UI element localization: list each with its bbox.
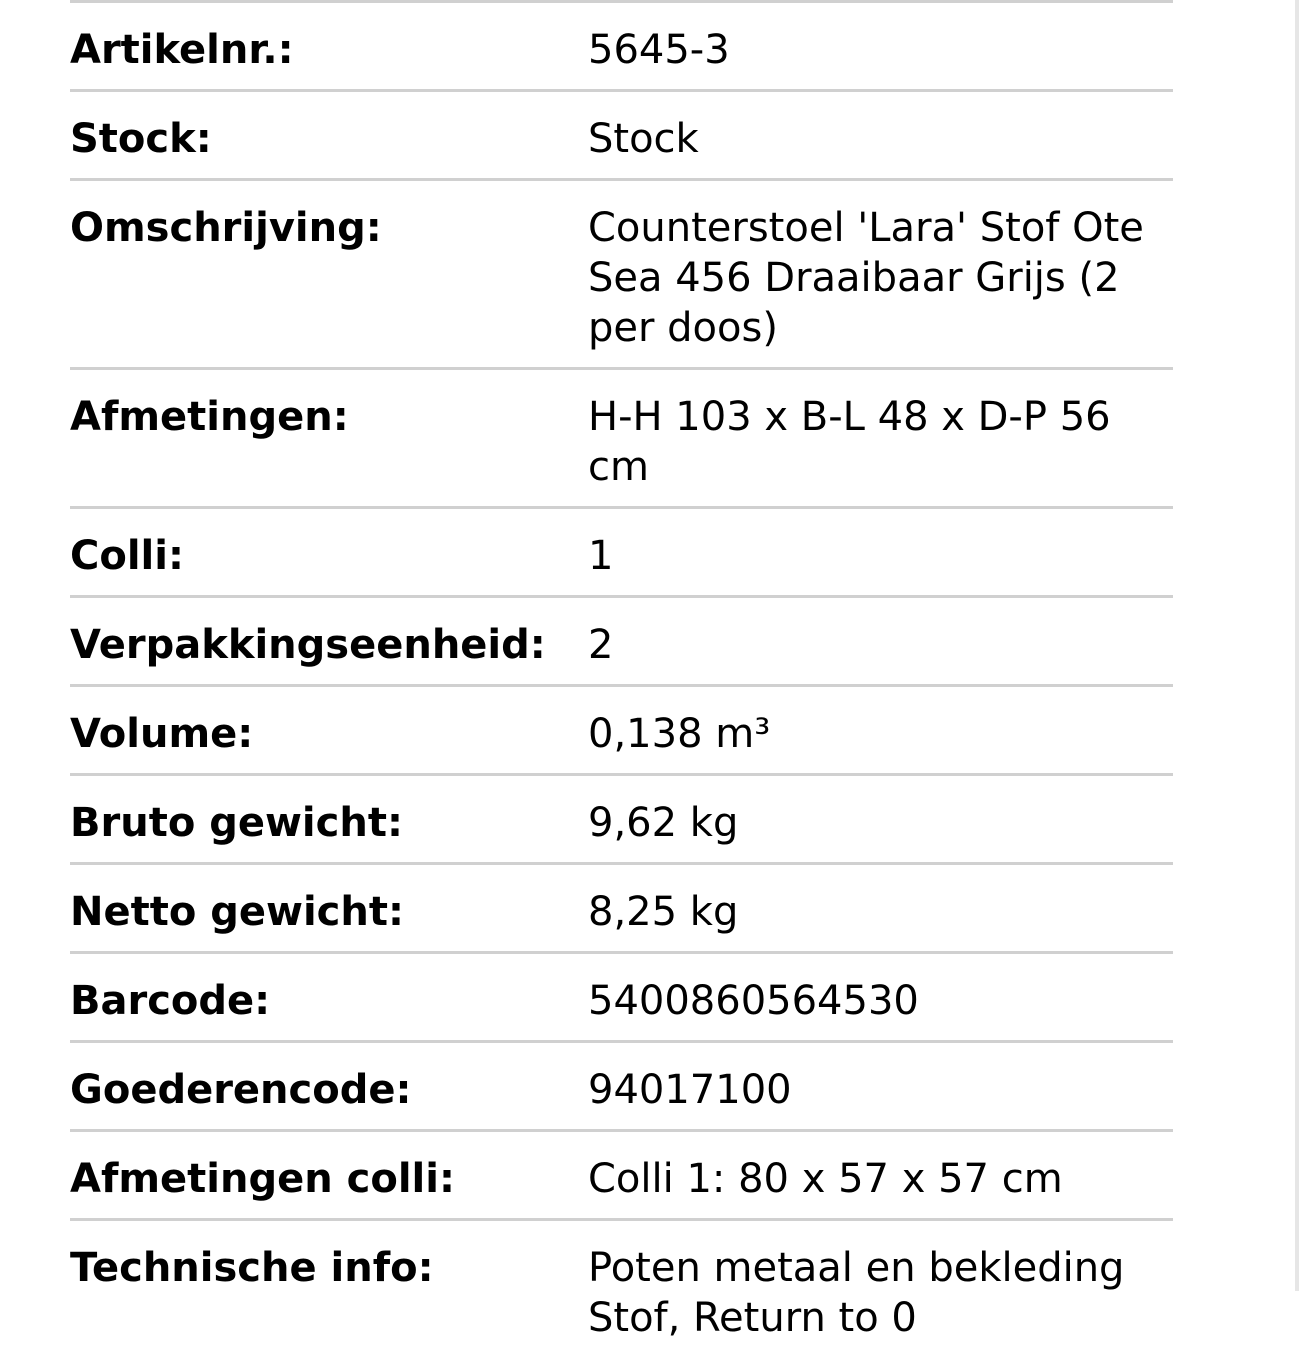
spec-row-verpakkingseenheid xyxy=(70,598,1173,687)
spec-row-goederencode xyxy=(70,1043,1173,1132)
spec-label: Artikelnr.: xyxy=(70,27,294,73)
spec-value: Counterstoel 'Lara' Stof Ote Sea 456 Draaibaar Grijs (2 per doos) xyxy=(588,205,1144,351)
spec-value: 5400860564530 xyxy=(588,978,919,1024)
spec-label: Afmetingen colli: xyxy=(70,1156,455,1202)
spec-label: Bruto gewicht: xyxy=(70,800,403,846)
scrollbar-track[interactable] xyxy=(1295,0,1299,1291)
spec-value: 0,138 m³ xyxy=(588,711,771,757)
spec-row-volume xyxy=(70,687,1173,776)
spec-row-colli xyxy=(70,509,1173,598)
spec-value: 9,62 kg xyxy=(588,800,739,846)
spec-label: Technische info: xyxy=(70,1245,434,1291)
spec-value: Stock xyxy=(588,116,699,162)
spec-row-bruto-gewicht xyxy=(70,776,1173,865)
spec-row-technische-info xyxy=(70,1221,1173,1357)
spec-label: Afmetingen: xyxy=(70,394,349,440)
spec-value: 1 xyxy=(588,533,614,579)
spec-label: Verpakkingseenheid: xyxy=(70,622,546,668)
spec-row-afmetingen xyxy=(70,370,1173,509)
spec-row-stock xyxy=(70,92,1173,181)
spec-value: H-H 103 x B-L 48 x D-P 56 cm xyxy=(588,394,1111,490)
spec-value: 5645-3 xyxy=(588,27,730,73)
spec-value: 2 xyxy=(588,622,614,668)
spec-label: Stock: xyxy=(70,116,212,162)
product-specs-table xyxy=(70,0,1173,1357)
spec-label: Colli: xyxy=(70,533,184,579)
spec-value: 8,25 kg xyxy=(588,889,739,935)
spec-label: Netto gewicht: xyxy=(70,889,404,935)
spec-value: 94017100 xyxy=(588,1067,792,1113)
spec-row-afmetingen-colli xyxy=(70,1132,1173,1221)
spec-label: Barcode: xyxy=(70,978,271,1024)
spec-row-omschrijving xyxy=(70,181,1173,370)
spec-row-netto-gewicht xyxy=(70,865,1173,954)
spec-label: Volume: xyxy=(70,711,254,757)
spec-value: Colli 1: 80 x 57 x 57 cm xyxy=(588,1156,1063,1202)
spec-row-artikelnr xyxy=(70,3,1173,92)
spec-label: Goederencode: xyxy=(70,1067,412,1113)
spec-row-barcode xyxy=(70,954,1173,1043)
spec-label: Omschrijving: xyxy=(70,205,382,251)
spec-value: Poten metaal en bekleding Stof, Return to 0 xyxy=(588,1245,1125,1341)
